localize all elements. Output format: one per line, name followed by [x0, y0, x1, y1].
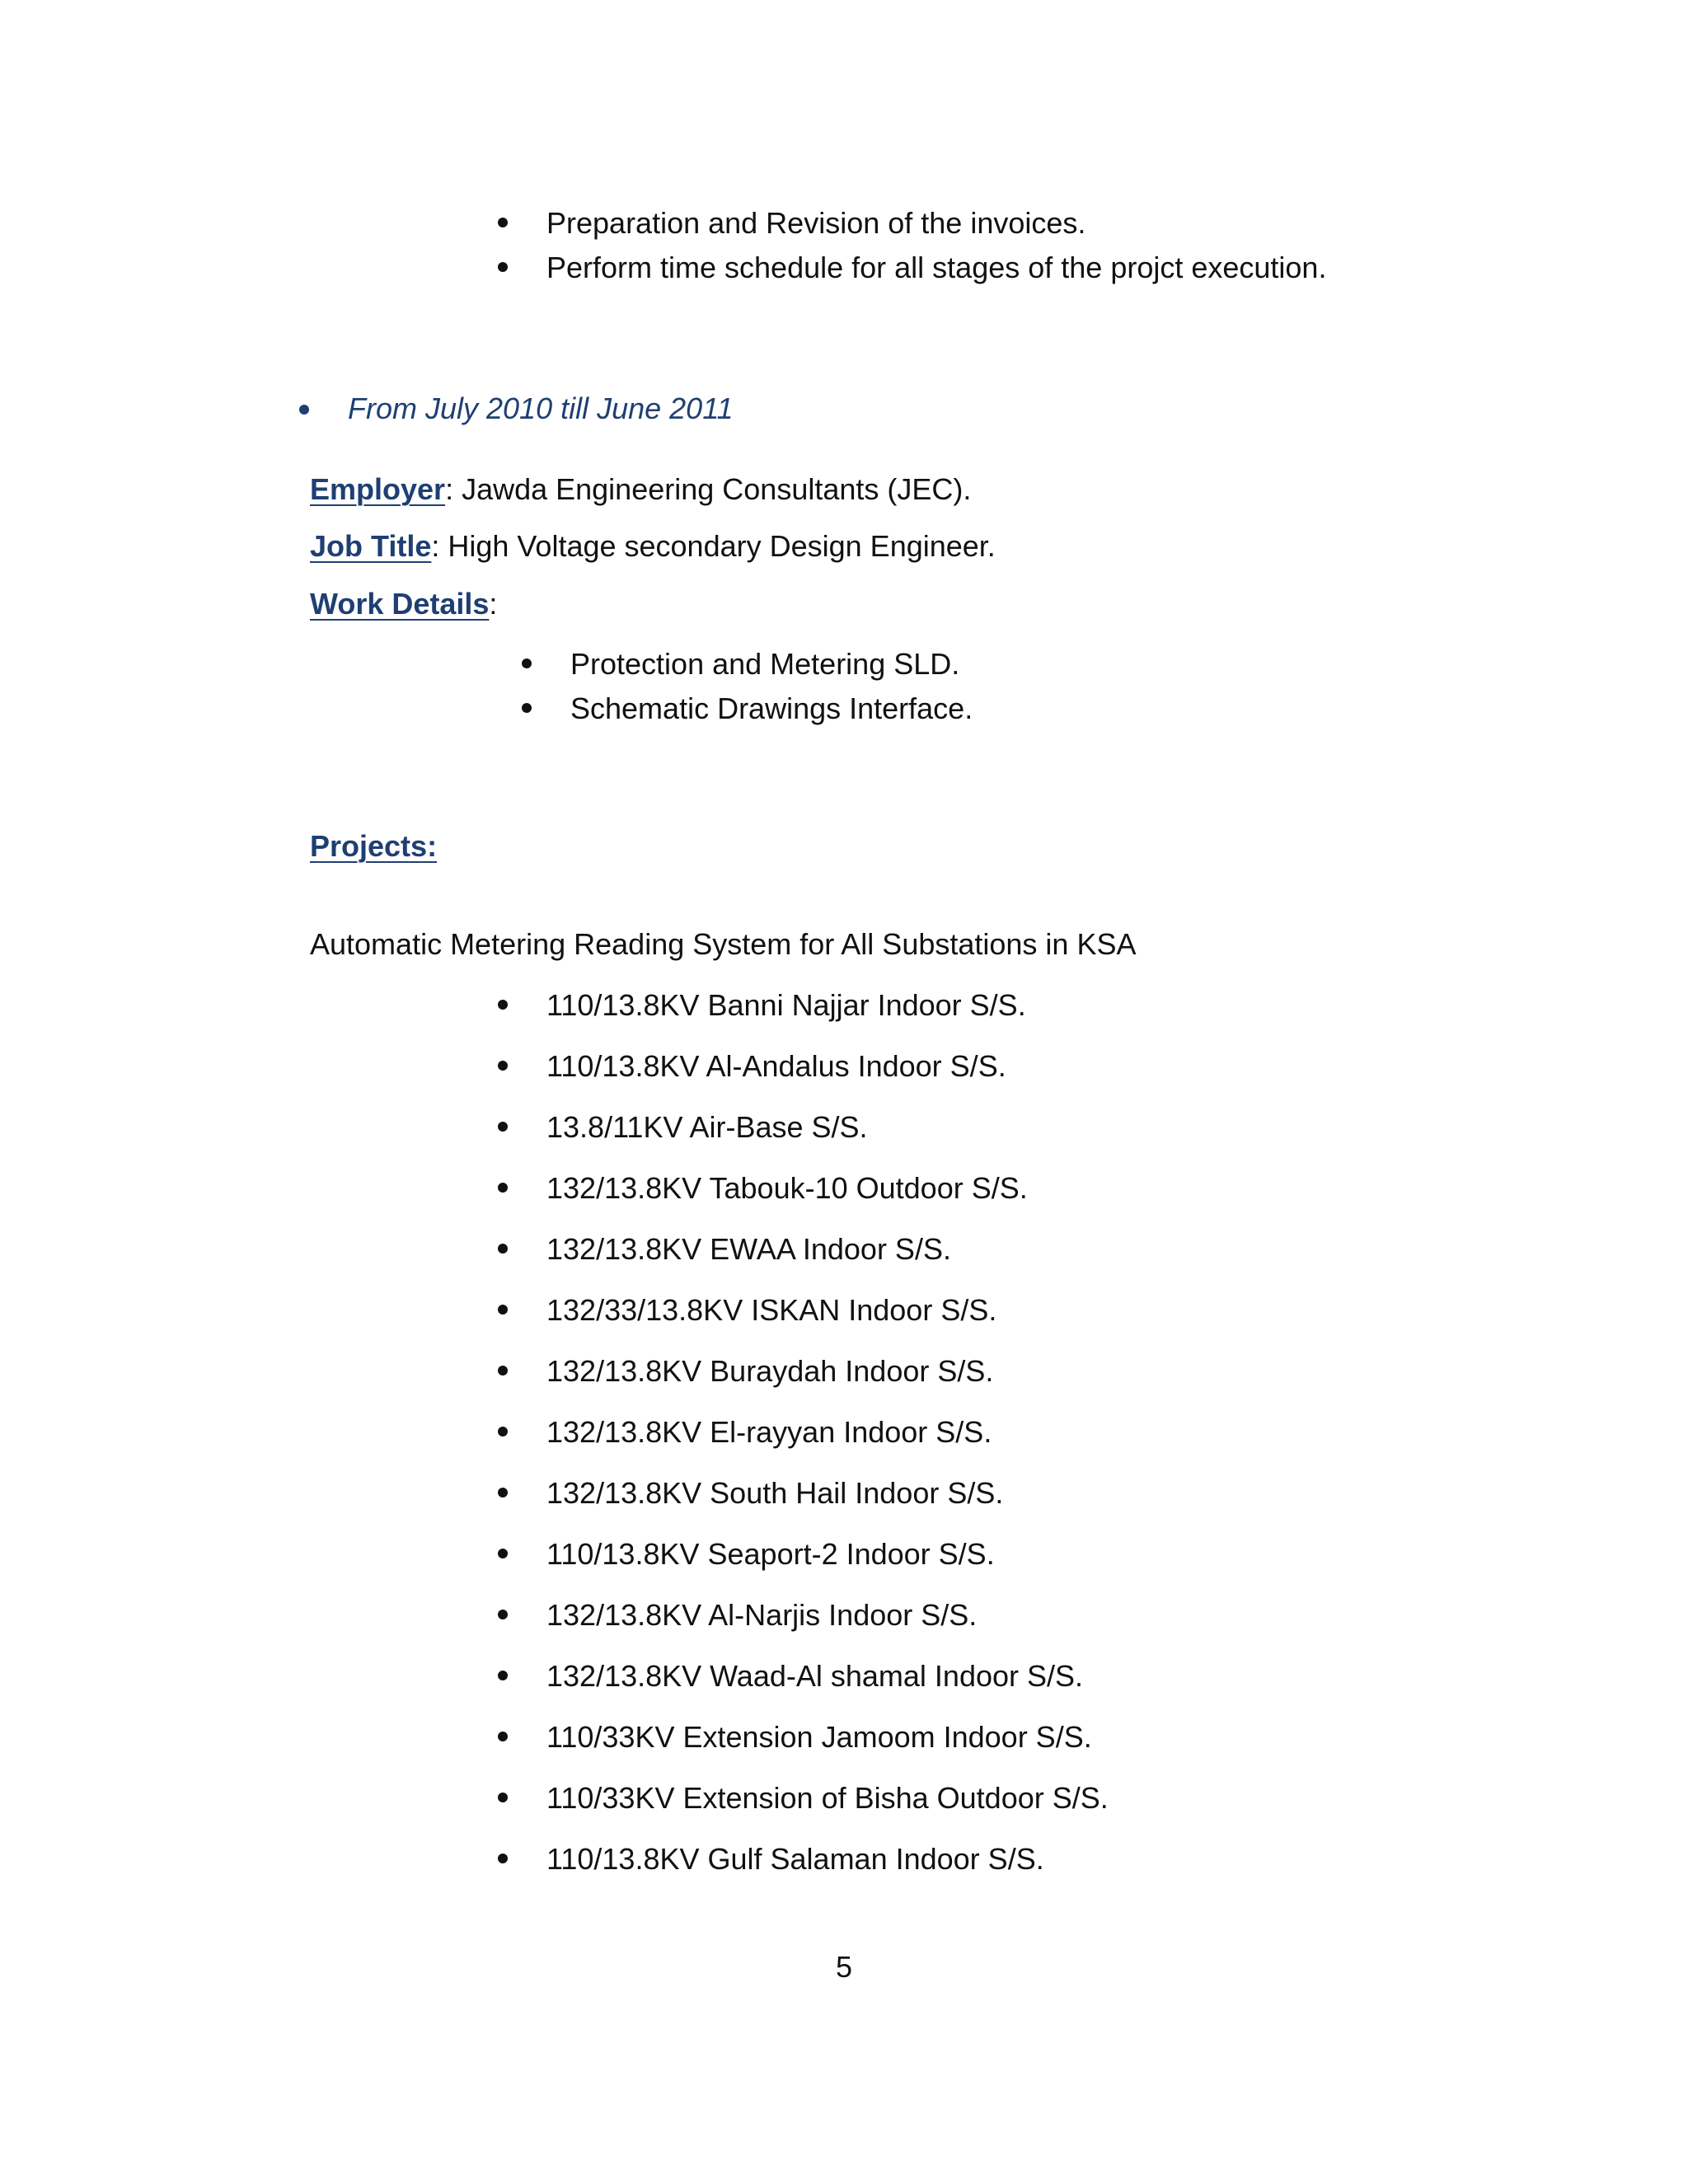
- bullet-icon: [498, 218, 508, 227]
- bullet-icon: [522, 658, 532, 668]
- job-title-label: Job Title: [310, 529, 432, 563]
- bullet-icon: [498, 1366, 508, 1376]
- projects-heading: [310, 828, 437, 865]
- employment-period: From July 2010 till June 2011: [348, 391, 734, 425]
- bullet-icon: [498, 1000, 508, 1010]
- list-item: 132/13.8KV EWAA Indoor S/S.: [546, 1232, 951, 1266]
- employer-value: : Jawda Engineering Consultants (JEC).: [445, 472, 972, 506]
- bullet-icon: [498, 1549, 508, 1558]
- bullet-icon: [498, 1183, 508, 1193]
- bullet-icon: [498, 1244, 508, 1254]
- list-item: 13.8/11KV Air-Base S/S.: [546, 1110, 868, 1144]
- list-item: 132/33/13.8KV ISKAN Indoor S/S.: [546, 1293, 997, 1327]
- bullet-icon: [498, 1488, 508, 1497]
- job-title-value: : High Voltage secondary Design Engineer.: [431, 529, 996, 563]
- list-item: Schematic Drawings Interface.: [570, 691, 973, 725]
- bullet-icon: [299, 405, 309, 415]
- work-details-line: [310, 586, 497, 622]
- list-item: 132/13.8KV Tabouk-10 Outdoor S/S.: [546, 1171, 1028, 1205]
- list-item: 132/13.8KV El-rayyan Indoor S/S.: [546, 1415, 992, 1449]
- list-item: 110/33KV Extension Jamoom Indoor S/S.: [546, 1720, 1092, 1754]
- bullet-icon: [498, 1122, 508, 1132]
- list-item: 132/13.8KV Waad-Al shamal Indoor S/S.: [546, 1659, 1084, 1693]
- employer-line: [310, 471, 971, 508]
- list-item: 110/33KV Extension of Bisha Outdoor S/S.: [546, 1781, 1109, 1815]
- bullet-icon: [522, 703, 532, 713]
- list-item: 110/13.8KV Al-Andalus Indoor S/S.: [546, 1049, 1006, 1083]
- job-title-line: [310, 528, 996, 565]
- list-item: 132/13.8KV Al-Narjis Indoor S/S.: [546, 1598, 978, 1632]
- bullet-icon: [498, 1671, 508, 1680]
- projects-label: Projects:: [310, 829, 438, 863]
- projects-intro: Automatic Metering Reading System for All Substations in KSA: [310, 927, 1137, 961]
- list-item: 132/13.8KV South Hail Indoor S/S.: [546, 1476, 1004, 1510]
- list-item: Perform time schedule for all stages of the projct execution.: [546, 251, 1327, 284]
- list-item: 110/13.8KV Gulf Salaman Indoor S/S.: [546, 1842, 1044, 1876]
- bullet-icon: [498, 1854, 508, 1863]
- list-item: 132/13.8KV Buraydah Indoor S/S.: [546, 1354, 994, 1388]
- page-number: 5: [835, 1950, 853, 1984]
- bullet-icon: [498, 1732, 508, 1741]
- list-item: 110/13.8KV Banni Najjar Indoor S/S.: [546, 988, 1026, 1022]
- bullet-icon: [498, 1061, 508, 1071]
- bullet-icon: [498, 262, 508, 272]
- work-details-label: Work Details: [310, 587, 490, 621]
- work-details-suffix: :: [489, 587, 498, 621]
- bullet-icon: [498, 1793, 508, 1802]
- list-item: Protection and Metering SLD.: [570, 647, 960, 681]
- employer-label: Employer: [310, 472, 446, 506]
- bullet-icon: [498, 1427, 508, 1436]
- list-item: Preparation and Revision of the invoices.: [546, 206, 1086, 240]
- bullet-icon: [498, 1610, 508, 1619]
- list-item: 110/13.8KV Seaport-2 Indoor S/S.: [546, 1537, 995, 1571]
- bullet-icon: [498, 1305, 508, 1315]
